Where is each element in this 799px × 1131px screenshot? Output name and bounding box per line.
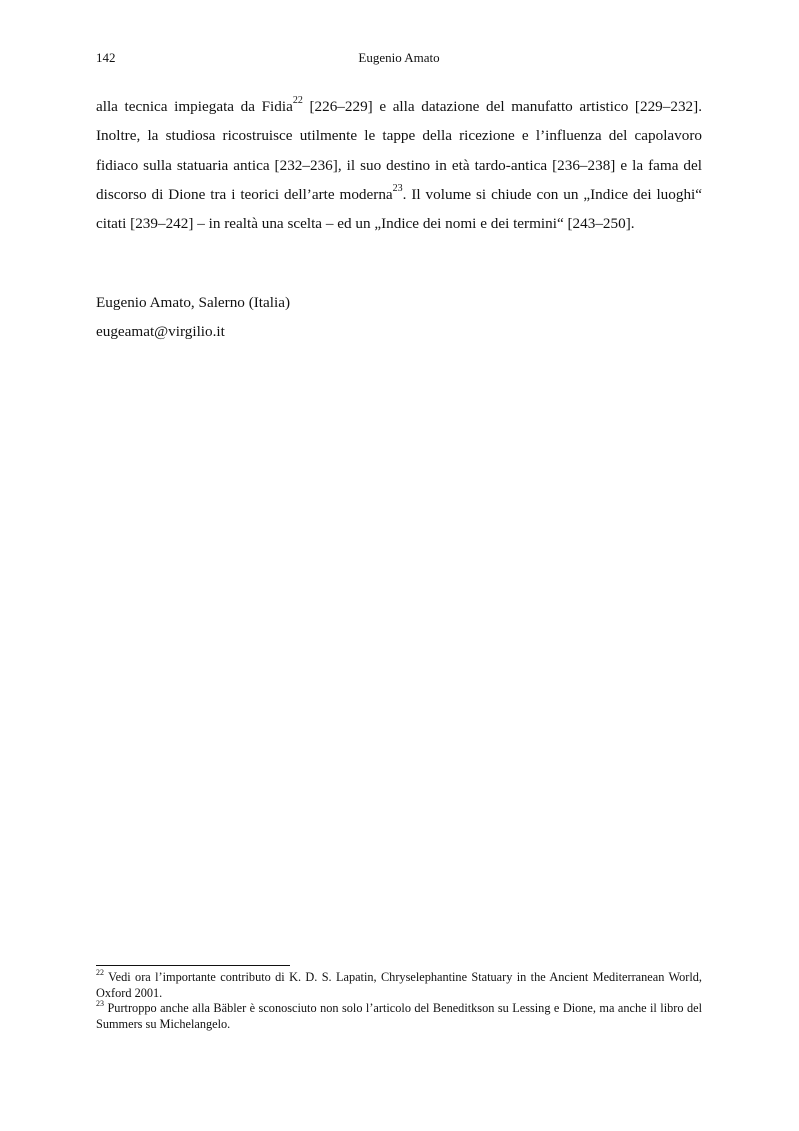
footnote-reference: 22: [292, 94, 303, 106]
body-text-segment: . Il volume si chiude con un „Indice dei luoghi“ citati [239–242] – in realtà una scelta – ed un „Indice dei nomi e dei termini“ [243–250].: [96, 185, 703, 233]
footnote-marker: 22: [96, 967, 104, 977]
body-text-segment: alla tecnica impiegata da Fidia: [96, 98, 293, 115]
running-head: Eugenio Amato: [358, 50, 440, 65]
footnote-text: Purtroppo anche alla Bäbler è sconosciuto non solo l’articolo del Beneditkson su Lessing e Dione, ma anche il libro del Summers su Michelangelo.: [96, 1001, 702, 1031]
author-affiliation: Eugenio Amato, Salerno (Italia): [96, 294, 291, 311]
author-signature: [96, 288, 702, 347]
footnote: [96, 967, 702, 1001]
footnote-reference: 23: [392, 182, 403, 194]
footnote: [96, 998, 702, 1032]
footnote-text: Vedi ora l’importante contributo di K. D. S. Lapatin, Chryselephantine Statuary in the Ancient Mediterranean World, Oxford 2001.: [96, 970, 702, 1000]
page-number: 142: [96, 50, 116, 65]
author-email: eugeamat@virgilio.it: [96, 323, 225, 341]
footnote-separator: [96, 965, 290, 966]
page-header: [96, 50, 702, 68]
body-text-segment: [226–229] e alla datazione del manufatto artistico [229–232]. Inoltre, la studiosa ricostruisce utilmente le tappe della ricezione e l’influenza del capolavoro fidiaco sulla statuaria antica [232–236], il suo destino in età tardo-antica [236–238] e la fama del discorso di Dione tra i teorici dell’arte moderna: [96, 98, 702, 203]
body-paragraph: [96, 92, 702, 238]
footnotes-section: [96, 967, 702, 1032]
footnote-marker: 23: [96, 998, 104, 1008]
